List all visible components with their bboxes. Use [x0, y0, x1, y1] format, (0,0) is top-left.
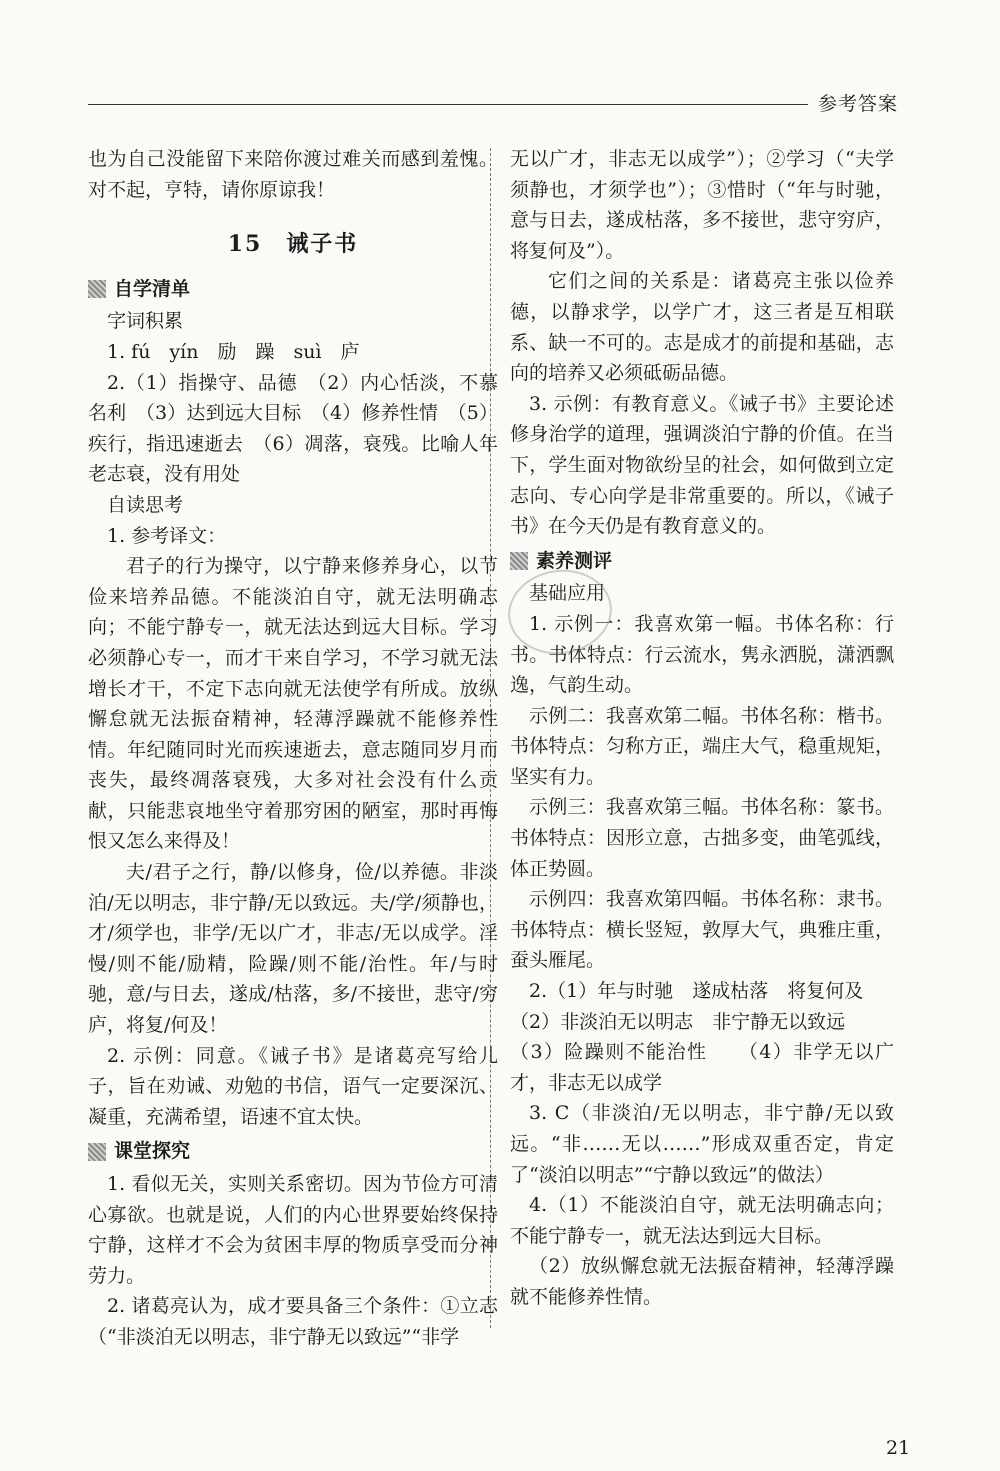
section-marker-icon	[88, 280, 106, 298]
subheading: 自读思考	[107, 493, 184, 516]
answer-item: 1. 参考译文：	[107, 524, 227, 547]
answer-item: （2）非淡泊无以明志 非宁静无以致远	[510, 1010, 846, 1033]
answer-item: 2.（1）年与时驰 遂成枯落 将复何及	[529, 980, 864, 1003]
section-heading-assessment: 素养测评	[510, 546, 894, 577]
paragraph: 也为自己没能留下来陪你渡过难关而感到羞愧。对不起，亨特，请你原谅我！	[88, 148, 498, 201]
right-column	[510, 144, 894, 1313]
answer-item: （3）险躁则不能治性 （4）非学无以广才，非志无以成学	[510, 1041, 894, 1094]
answer-item: 2. 诸葛亮认为，成才要具备三个条件：①立志（“非淡泊无以明志，非宁静无以致远”“非学	[88, 1295, 498, 1348]
answer-item: 示例二：我喜欢第二幅。书体名称：楷书。书体特点：匀称方正，端庄大气，稳重规矩，坚实有力。	[510, 704, 894, 788]
answer-item: 1. 示例一：我喜欢第一幅。书体名称：行书。书体特点：行云流水，隽永洒脱，潇洒飘逸，气韵生动。	[510, 612, 894, 697]
paragraph: 它们之间的关系是：诸葛亮主张以俭养德，以静求学，以学广才，这三者是互相联系、缺一不可的。志是成才的前提和基础，志向的培养又必须砥砺品德。	[510, 270, 894, 385]
section-marker-icon	[88, 1143, 106, 1161]
page-number: 21	[886, 1437, 911, 1459]
paragraph: 无以广才，非志无以成学”）；②学习（“夫学须静也，才须学也”）；③惜时（“年与时驰，意与日去，遂成枯落，多不接世，悲守穷庐，将复何及”）。	[510, 148, 894, 262]
section-marker-icon	[510, 552, 528, 570]
pause-marking-paragraph: 夫/君子之行，静/以修身，俭/以养德。非淡泊/无以明志，非宁静/无以致远。夫/学/须静也，才/须学也，非学/无以广才，非志/无以成学。淫慢/则不能/励精，险躁/则不能/治性。年/与时驰，意/与日去，遂成/枯落，多/不接世，悲守/穷庐，将复/何及！	[88, 861, 498, 1037]
header-rule	[88, 104, 808, 105]
answer-item: 2.（1）指操守、品德 （2）内心恬淡，不慕名利 （3）达到远大目标 （4）修养性情 （5）疾行，指迅速逝去 （6）凋落，衰残。比喻人年老志衰，没有用处	[88, 371, 498, 486]
section-heading-self-study: 自学清单	[88, 274, 498, 305]
answer-item: （2）放纵懈怠就无法振奋精神，轻薄浮躁就不能修养性情。	[510, 1255, 894, 1308]
lesson-title: 15 诫子书	[227, 231, 359, 258]
answer-item: 1. 看似无关，实则关系密切。因为节俭方可清心寡欲。也就是说，人们的内心世界要始终保持宁静，这样才不会为贫困丰厚的物质享受而分神劳力。	[88, 1173, 498, 1287]
subheading: 字词积累	[107, 310, 184, 333]
answer-item: 3. C（非淡泊/无以明志，非宁静/无以致远。“非……无以……”形成双重否定，肯定了“淡泊以明志”“宁静以致远”的做法）	[510, 1102, 894, 1186]
answer-item: 示例三：我喜欢第三幅。书体名称：篆书。书体特点：因形立意，古拙多变，曲笔弧线，体正势圆。	[510, 796, 894, 880]
answer-item: 3. 示例：有教育意义。《诫子书》主要论述修身治学的道理，强调淡泊宁静的价值。在当下，学生面对物欲纷呈的社会，如何做到立定志向、专心向学是非常重要的。所以，《诫子书》在今天仍是有教育意义的。	[510, 392, 894, 538]
section-heading-classroom: 课堂探究	[88, 1136, 498, 1167]
answer-item: 1. fú yín 励 躁 suì 庐	[107, 340, 360, 363]
translation-paragraph: 君子的行为操守，以宁静来修养身心，以节俭来培养品德。不能淡泊自守，就无法明确志向；不能宁静专一，就无法达到远大目标。学习必须静心专一，而才干来自学习，不学习就无法增长才干，不定下志向就无法使学有所成。放纵懈怠就无法振奋精神，轻薄浮躁就不能修养性情。年纪随同时光而疾速逝去，意志随同岁月而丧失，最终凋落衰残，大多对社会没有什么贡献，只能悲哀地坐守着那穷困的陋室，那时再悔恨又怎么来得及！	[88, 555, 498, 853]
answer-item: 2. 示例：同意。《诫子书》是诸葛亮写给儿子，旨在劝诫、劝勉的书信，语气一定要深沉、凝重，充满希望，语速不宜太快。	[88, 1044, 498, 1128]
running-header: 参考答案	[818, 93, 899, 115]
answer-item: 示例四：我喜欢第四幅。书体名称：隶书。书体特点：横长竖短，敦厚大气，典雅庄重，蚕头雁尾。	[510, 888, 894, 972]
subheading: 基础应用	[529, 582, 606, 605]
left-column	[88, 144, 498, 1353]
answer-item: 4.（1）不能淡泊自守，就无法明确志向；不能宁静专一，就无法达到远大目标。	[510, 1194, 894, 1247]
